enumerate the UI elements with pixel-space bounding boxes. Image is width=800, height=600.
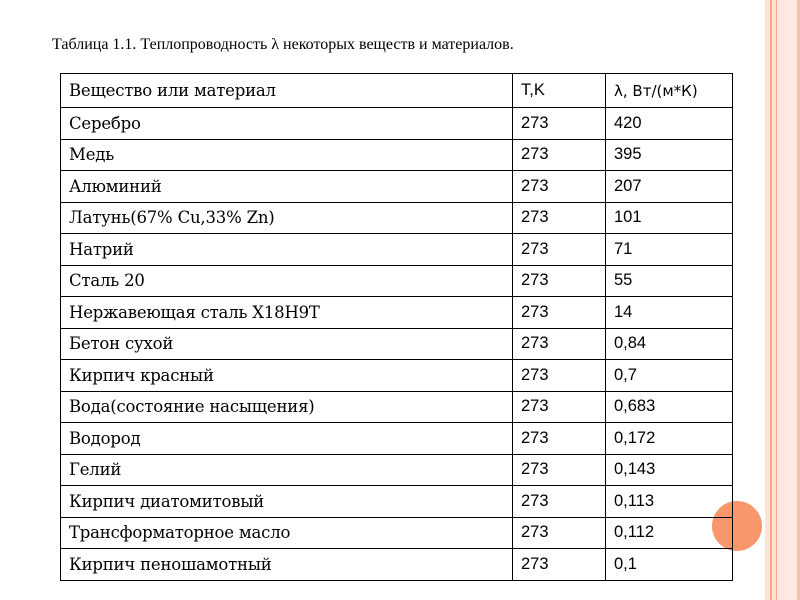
cell-material: Вода(состояние насыщения): [61, 391, 513, 423]
cell-temperature: 273: [513, 202, 606, 234]
cell-conductivity: 420: [606, 108, 733, 140]
cell-conductivity: 207: [606, 171, 733, 203]
table-row: [61, 171, 733, 203]
cell-temperature: 273: [513, 265, 606, 297]
table-caption: Таблица 1.1. Теплопроводность λ некоторых веществ и материалов.: [52, 36, 514, 53]
cell-material: Медь: [61, 139, 513, 171]
cell-temperature: 273: [513, 454, 606, 486]
cell-conductivity: 0,172: [606, 423, 733, 455]
cell-conductivity: 101: [606, 202, 733, 234]
decorative-border-line: [776, 0, 777, 600]
cell-conductivity: 0,7: [606, 360, 733, 392]
table-row: [61, 517, 733, 549]
cell-material: Кирпич диатомитовый: [61, 486, 513, 518]
table-row: [61, 360, 733, 392]
cell-material: Латунь(67% Cu,33% Zn): [61, 202, 513, 234]
cell-conductivity: 71: [606, 234, 733, 266]
cell-temperature: 273: [513, 297, 606, 329]
table-row: [61, 265, 733, 297]
cell-conductivity: 0,112: [606, 517, 733, 549]
table-row: [61, 454, 733, 486]
cell-material: Водород: [61, 423, 513, 455]
cell-material: Кирпич красный: [61, 360, 513, 392]
cell-temperature: 273: [513, 360, 606, 392]
cell-temperature: 273: [513, 108, 606, 140]
table-row: [61, 423, 733, 455]
cell-conductivity: 395: [606, 139, 733, 171]
cell-material: Трансформаторное масло: [61, 517, 513, 549]
table-row: [61, 549, 733, 581]
cell-temperature: 273: [513, 391, 606, 423]
cell-material: Гелий: [61, 454, 513, 486]
cell-material: Бетон сухой: [61, 328, 513, 360]
table-row: [61, 202, 733, 234]
thermal-conductivity-table: [60, 73, 733, 581]
cell-temperature: 273: [513, 423, 606, 455]
cell-material: Кирпич пеношамотный: [61, 549, 513, 581]
cell-material: Сталь 20: [61, 265, 513, 297]
cell-temperature: 273: [513, 171, 606, 203]
cell-temperature: 273: [513, 517, 606, 549]
header-conductivity: λ, Вт/(м*К): [606, 74, 733, 108]
table-row: [61, 297, 733, 329]
cell-material: Алюминий: [61, 171, 513, 203]
header-temperature: T,K: [513, 74, 606, 108]
header-material: Вещество или материал: [61, 74, 513, 108]
cell-conductivity: 0,683: [606, 391, 733, 423]
cell-temperature: 273: [513, 549, 606, 581]
cell-conductivity: 0,84: [606, 328, 733, 360]
cell-conductivity: 0,143: [606, 454, 733, 486]
cell-material: Натрий: [61, 234, 513, 266]
cell-temperature: 273: [513, 328, 606, 360]
table-row: [61, 139, 733, 171]
cell-conductivity: 0,1: [606, 549, 733, 581]
cell-material: Нержавеющая сталь Х18Н9Т: [61, 297, 513, 329]
cell-conductivity: 14: [606, 297, 733, 329]
table-row: [61, 234, 733, 266]
table-row: [61, 391, 733, 423]
cell-temperature: 273: [513, 486, 606, 518]
cell-temperature: 273: [513, 234, 606, 266]
table-row: [61, 486, 733, 518]
table-header-row: [61, 74, 733, 108]
cell-conductivity: 0,113: [606, 486, 733, 518]
table-row: [61, 328, 733, 360]
cell-temperature: 273: [513, 139, 606, 171]
cell-conductivity: 55: [606, 265, 733, 297]
table-row: [61, 108, 733, 140]
decorative-border-line: [770, 0, 772, 600]
cell-material: Серебро: [61, 108, 513, 140]
